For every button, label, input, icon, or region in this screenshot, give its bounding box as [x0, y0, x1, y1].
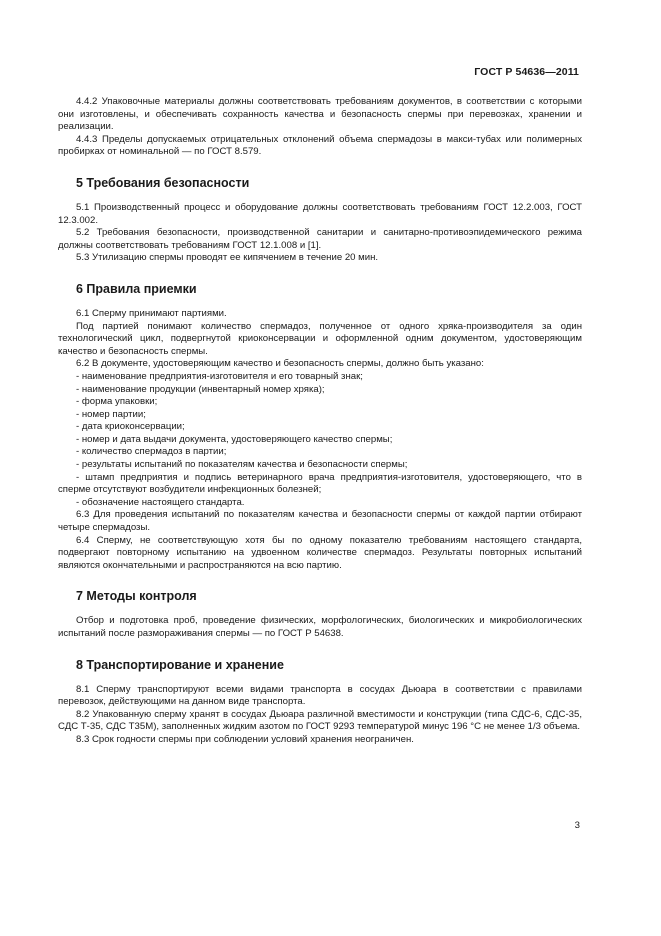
- list-item: - наименование продукции (инвентарный номер хряка);: [76, 383, 325, 395]
- paragraph-8-1: 8.1 Сперму транспортируют всеми видами транспорта в сосудах Дьюара в соответствии с правилами перевозок, действующими на данном виде транспорта.: [58, 683, 582, 708]
- paragraph-6-4: 6.4 Сперму, не соответствующую хотя бы по одному показателю требованиям настоящего стандарта, подвергают повторному испытанию на удвоенном количестве спермадоз. Результаты повторных испытаний являются окончательными и распространяются на всю партию.: [58, 534, 582, 571]
- paragraph-8-3: 8.3 Срок годности спермы при соблюдении условий хранения неограничен.: [76, 733, 414, 745]
- section-6-heading: 6 Правила приемки: [76, 281, 197, 296]
- paragraph-6-1: 6.1 Сперму принимают партиями.: [76, 307, 227, 319]
- list-item: - количество спермадоз в партии;: [76, 446, 227, 458]
- list-item: - форма упаковки;: [76, 396, 158, 408]
- paragraph-5-2: 5.2 Требования безопасности, производственной санитарии и санитарно-противоэпидемического режима должны соответствовать требованиям ГОСТ 12.1.008 и [1].: [58, 227, 582, 251]
- list-item: - номер и дата выдачи документа, удостоверяющего качество спермы;: [76, 433, 393, 445]
- section-8-heading: 8 Транспортирование и хранение: [76, 657, 284, 672]
- paragraph-6-1-definition: Под партией понимают количество спермадоз, полученное от одного хряка-производителя за один технологический цикл, подвергнутой криоконсервации и оформленной одним документом, удостоверяющим качество и безопасность спермы.: [58, 320, 582, 357]
- section-5-heading: 5 Требования безопасности: [76, 175, 250, 190]
- section-7-heading: 7 Методы контроля: [76, 589, 197, 604]
- list-item: - номер партии;: [76, 408, 146, 420]
- paragraph-4-4-3: 4.4.3 Пределы допускаемых отрицательных отклонений объема спермадозы в макси-тубах или полимерных пробирках от номинальной — по ГОСТ 8.579.: [58, 133, 582, 158]
- paragraph-4-4-2: 4.4.2 Упаковочные материалы должны соответствовать требованиям документов, в соответствии с которыми они изготовлены, и обеспечивать сохранность качества и безопасность спермы при перевозках, хранении и реализации.: [58, 96, 582, 133]
- document-code: ГОСТ Р 54636—2011: [474, 66, 579, 78]
- list-item: - штамп предприятия и подпись ветеринарного врача предприятия-изготовителя, удостоверяющего, что в сперме отсутствуют возбудители инфекционных болезней;: [58, 471, 582, 496]
- list-item: - результаты испытаний по показателям качества и безопасности спермы;: [76, 459, 408, 471]
- paragraph-5-3: 5.3 Утилизацию спермы проводят ее кипячением в течение 20 мин.: [76, 252, 379, 264]
- paragraph-8-2: 8.2 Упакованную сперму хранят в сосудах Дьюара различной вместимости и конструкции (типа СДС-6, СДС-35, СДС Т-35, СДС Т35М), заполненных жидким азотом по ГОСТ 9293 температурой минус 196 °С не менее 1/3 объема.: [58, 708, 582, 733]
- list-item: - обозначение настоящего стандарта.: [76, 496, 245, 508]
- paragraph-6-3: 6.3 Для проведения испытаний по показателям качества и безопасности спермы от каждой партии отбирают четыре спермадозы.: [58, 509, 582, 534]
- list-item: - наименование предприятия-изготовителя и его товарный знак;: [76, 370, 363, 382]
- paragraph-5-1: 5.1 Производственный процесс и оборудование должны соответствовать требованиям ГОСТ 12.2.003, ГОСТ 12.3.002.: [58, 201, 582, 226]
- list-item: - дата криоконсервации;: [76, 421, 185, 433]
- page-body: [58, 96, 582, 747]
- paragraph-7: Отбор и подготовка проб, проведение физических, морфологических, биологических и микробиологических испытаний после размораживания спермы — по ГОСТ Р 54638.: [58, 615, 582, 639]
- page-number: 3: [574, 820, 580, 831]
- paragraph-6-2: 6.2 В документе, удостоверяющим качество и безопасность спермы, должно быть указано:: [76, 358, 484, 370]
